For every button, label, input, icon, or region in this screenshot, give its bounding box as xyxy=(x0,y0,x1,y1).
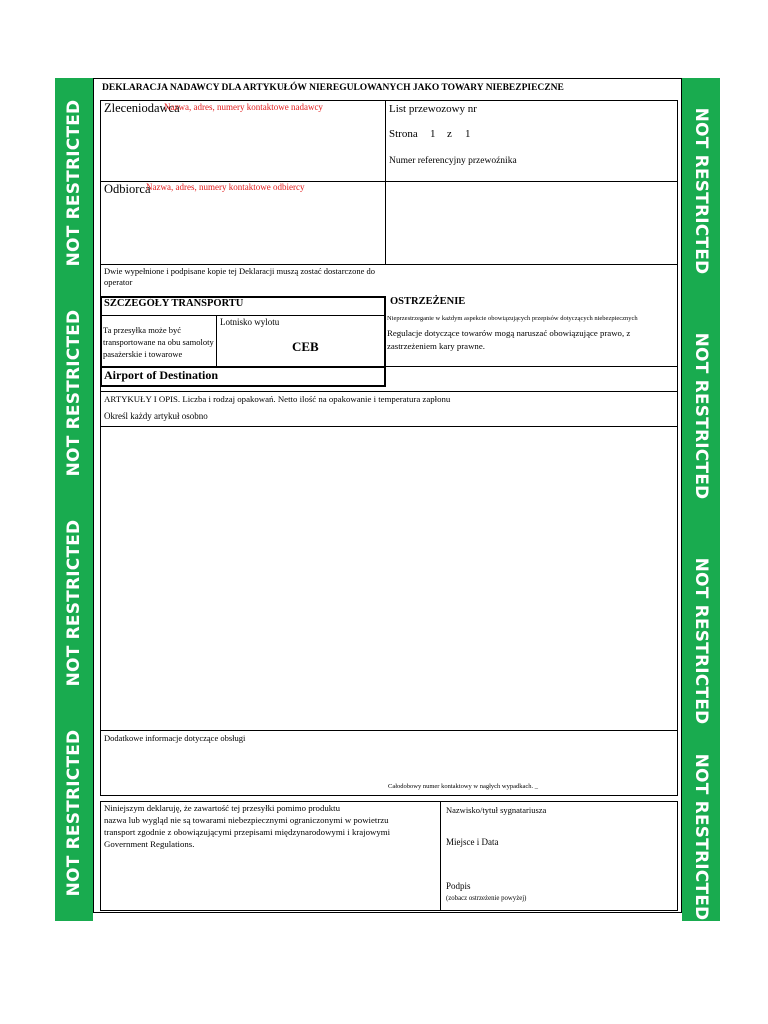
shipper-field[interactable] xyxy=(100,100,385,181)
not-restricted-stamp: NOT RESTRICTED xyxy=(691,557,711,724)
consignee-extra-field[interactable] xyxy=(385,181,677,264)
consignee-field[interactable] xyxy=(100,181,385,264)
destination-airport-field[interactable] xyxy=(100,367,386,387)
additional-handling-label: Dodatkowe informacje dotyczące obsługi xyxy=(104,733,246,743)
consignee-label: Odbiorca xyxy=(104,182,151,196)
not-restricted-stamp: NOT RESTRICTED xyxy=(64,309,84,477)
destination-airport-label: Airport of Destination xyxy=(104,368,218,382)
warning-header: OSTRZEŻENIE xyxy=(390,296,466,307)
page-of: z xyxy=(447,128,452,140)
additional-handling-field[interactable] xyxy=(101,731,676,794)
articles-description-area[interactable] xyxy=(101,427,676,729)
waybill-label: List przewozowy nr xyxy=(389,103,477,115)
signature-note: (zobacz ostrzeżenie powyżej) xyxy=(446,895,527,902)
place-date-label: Miejsce i Data xyxy=(446,837,499,847)
not-restricted-band-left xyxy=(55,78,93,921)
shippers-declaration-form xyxy=(93,78,682,913)
warning-small-text: Nieprzestrzeganie w każdym aspekcie obowiązujących przepisów dotyczących niebezpiecznych xyxy=(387,315,638,322)
copies-note: Dwie wypełnione i podpisane kopie tej Deklaracji muszą zostać dostarczone do operator xyxy=(104,266,375,288)
not-restricted-stamp: NOT RESTRICTED xyxy=(64,729,84,897)
articles-header: ARTYKUŁY I OPIS. Liczba i rodzaj opakowań. Netto ilość na opakowanie i temperatura zapłonu xyxy=(104,394,451,404)
form-title: DEKLARACJA NADAWCY DLA ARTYKUŁÓW NIEREGULOWANYCH JAKO TOWARY NIEBEZPIECZNE xyxy=(102,83,564,93)
not-restricted-stamp: NOT RESTRICTED xyxy=(691,107,711,274)
declaration-text: Niniejszym deklaruję, że zawartość tej przesyłki pomimo produktu nazwa lub wygląd nie są towarami niebezpiecznymi ograniczonymi w powietrzu transport zgodnie z obowiązującymi przepisami międzynarodowymi i krajowymi Government Regulations. xyxy=(104,803,391,850)
departure-airport-label: Lotnisko wylotu xyxy=(220,317,280,327)
articles-subheader: Określ każdy artykuł osobno xyxy=(104,411,208,421)
not-restricted-stamp: NOT RESTRICTED xyxy=(64,519,84,687)
shipper-hint: Nazwa, adres, numery kontaktowe nadawcy xyxy=(164,102,323,112)
operator-reference-label: Numer referencyjny przewoźnika xyxy=(389,156,517,166)
signature-label: Podpis xyxy=(446,881,471,891)
departure-airport-field[interactable] xyxy=(216,315,384,366)
consignee-hint: Nazwa, adres, numery kontaktowe odbiercy xyxy=(146,182,305,192)
page-number: 1 xyxy=(430,128,436,140)
transport-details-header: SZCZEGÓŁY TRANSPORTU xyxy=(104,298,244,309)
not-restricted-stamp: NOT RESTRICTED xyxy=(64,99,84,267)
waybill-field[interactable] xyxy=(385,100,677,181)
departure-airport-value: CEB xyxy=(292,339,319,354)
not-restricted-stamp: NOT RESTRICTED xyxy=(691,753,711,921)
aircraft-limitation-note: Ta przesyłka może być transportowane na obu samoloty pasażerskie i towarowe xyxy=(103,325,214,359)
warning-text: Regulacje dotyczące towarów mogą naruszać obowiązujące prawo, z zastrzeżeniem kary prawne. xyxy=(387,328,631,352)
emergency-contact-label: Całodobowy numer kontaktowy w nagłych wypadkach. _ xyxy=(388,783,539,790)
page-total: 1 xyxy=(465,128,471,140)
page-label: Strona xyxy=(389,128,418,140)
shipper-label: Zleceniodawca xyxy=(104,101,180,115)
signatory-field[interactable] xyxy=(441,802,677,910)
not-restricted-stamp: NOT RESTRICTED xyxy=(691,332,711,499)
signatory-name-label: Nazwisko/tytuł sygnatariusza xyxy=(446,805,547,815)
not-restricted-band-right xyxy=(682,78,720,921)
